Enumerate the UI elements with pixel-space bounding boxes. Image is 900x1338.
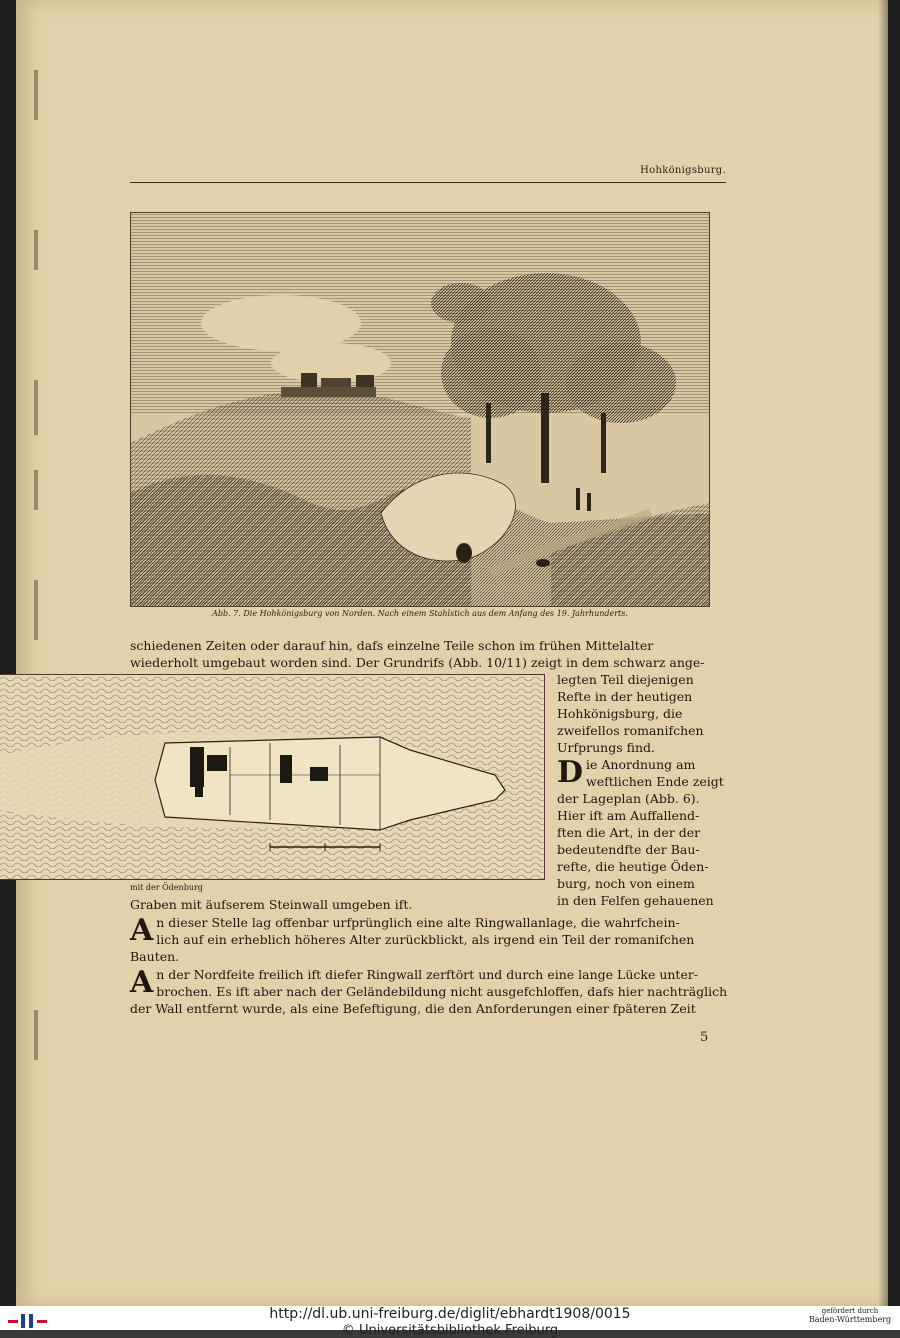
text-line: ie Anordnung am xyxy=(586,757,696,772)
binding-thread xyxy=(34,470,38,510)
text-line: schiedenen Zeiten oder darauf hin, dafs einzelne Teile schon im frühen Mittelalter xyxy=(130,638,654,653)
binding-thread xyxy=(34,70,38,120)
plan-caption: mit der Ödenburg xyxy=(130,883,203,892)
paragraph-3 xyxy=(130,914,710,965)
header-rule xyxy=(130,182,726,183)
text-line: Urfprungs find. xyxy=(557,740,655,755)
paragraph-1 xyxy=(130,637,710,671)
text-line: wiederholt umgebaut worden sind. Der Grundrifs (Abb. 10/11) zeigt in dem schwarz ange- xyxy=(130,655,705,670)
figure-caption: Abb. 7. Die Hohkönigsburg von Norden. Nach einem Stahlstich aus dem Anfang des 19. Jahrhunderts. xyxy=(212,609,628,618)
text-line: der Wall entfernt wurde, als eine Befeftigung, die den Anforderungen einer fpäteren Zeit xyxy=(130,1001,696,1016)
text-line: zweifellos romanifchen xyxy=(557,723,704,738)
text-line: Refte in der heutigen xyxy=(557,689,693,704)
text-line: refte, die heutige Öden- xyxy=(557,859,709,874)
site-plan-figure xyxy=(0,674,545,880)
sponsor-line: gefördert durch xyxy=(821,1307,879,1315)
text-line: Graben mit äufserem Steinwall umgeben ift. xyxy=(130,897,413,912)
drop-cap: A xyxy=(130,913,154,948)
binding-thread xyxy=(34,580,38,640)
text-line: bedeutendfte der Bau- xyxy=(557,842,700,857)
footer-copyright: © Universitätsbibliothek Freiburg xyxy=(341,1323,559,1338)
sponsor-logo xyxy=(806,1307,894,1329)
sponsor-name: Baden-Württemberg xyxy=(808,1315,892,1324)
text-line: brochen. Es ift aber nach der Geländebildung nicht ausgefchloffen, dafs hier nachträglich xyxy=(156,984,728,999)
text-line: burg, noch von einem xyxy=(557,876,695,891)
side-column-text xyxy=(557,671,710,756)
binding-thread xyxy=(34,1010,38,1060)
text-line: Hier ift am Auffallend- xyxy=(557,808,700,823)
figure-engraving-castle xyxy=(130,212,710,607)
text-line: weftlichen Ende zeigt xyxy=(586,774,724,789)
paragraph-2-end xyxy=(130,896,710,913)
footer-url[interactable]: http://dl.ub.uni-freiburg.de/diglit/ebhardt1908/0015 xyxy=(269,1306,631,1322)
page-number: 5 xyxy=(700,1030,709,1045)
text-line: ften die Art, in der der xyxy=(557,825,701,840)
text-line: der Lageplan (Abb. 6). xyxy=(557,791,700,806)
text-line: lich auf ein erheblich höheres Alter zurückblickt, als irgend ein Teil der romanifchen xyxy=(156,932,695,947)
running-header: Hohkönigsburg. xyxy=(640,165,726,176)
binding-thread xyxy=(34,380,38,435)
site-plan-drawing xyxy=(0,675,545,880)
text-line: n der Nordfeite freilich ift diefer Ringwall zerftört und durch eine lange Lücke unter- xyxy=(156,967,699,982)
paragraph-4 xyxy=(130,965,728,1017)
text-line: Hohkönigsburg, die xyxy=(557,706,683,721)
text-line: Bauten. xyxy=(130,949,180,964)
binding-thread xyxy=(34,230,38,270)
engraving-image xyxy=(131,213,710,607)
paragraph-2 xyxy=(557,755,724,909)
drop-cap: D xyxy=(557,755,584,790)
drop-cap: A xyxy=(130,965,154,1000)
text-line: in den Felfen gehauenen xyxy=(557,893,714,908)
text-line: n dieser Stelle lag offenbar urfprünglich eine alte Ringwallanlage, die wahrfchein- xyxy=(156,915,680,930)
text-line: legten Teil diejenigen xyxy=(557,672,694,687)
